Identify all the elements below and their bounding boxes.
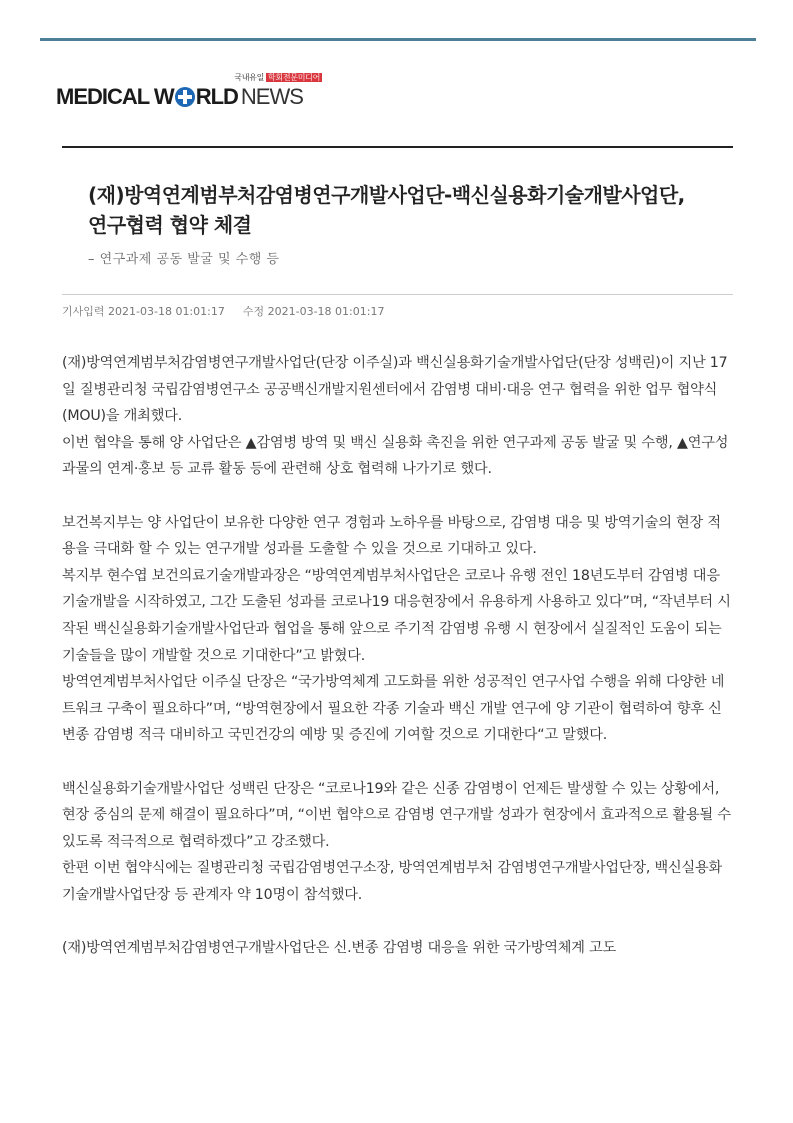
modified-date: 2021-03-18 01:01:17 xyxy=(267,305,385,318)
article-paragraph: 한편 이번 협약식에는 질병관리청 국립감염병연구소장, 방역연계범부처 감염병연구개발사업단장, 백신실용화기술개발사업단장 등 관계자 약 10명이 참석했다. xyxy=(62,860,723,903)
published-label: 기사입력 xyxy=(62,305,105,318)
logo-part-3: NEWS xyxy=(240,84,303,109)
article-title: (재)방역연계범부처감염병연구개발사업단-백신실용화기술개발사업단, 연구협력 협약 체결 xyxy=(88,183,685,237)
logo-wordmark xyxy=(56,84,303,110)
paragraph-spacer xyxy=(62,749,733,776)
logo-badge: 학회전문미디어 xyxy=(268,73,320,82)
article-paragraph: 이번 협약을 통해 양 사업단은 ▲감염병 방역 및 백신 실용화 촉진을 위한 연구과제 공동 발굴 및 수행, ▲연구성과물의 연계·홍보 등 교류 활동 등에 관련해 상호 협력해 나가기로 했다. xyxy=(62,434,729,478)
site-logo[interactable] xyxy=(56,72,326,112)
article-body xyxy=(62,350,733,962)
article-paragraph: (재)방역연계범부처감염병연구개발사업단은 신.변종 감염병 대응을 위한 국가방역체계 고도 xyxy=(62,940,617,957)
paragraph-spacer xyxy=(62,908,733,935)
logo-tagline-text: 국내유일 xyxy=(234,73,264,82)
modified-label: 수정 xyxy=(242,305,265,318)
article-paragraph: 보건복지부는 양 사업단이 보유한 다양한 연구 경험과 노하우를 바탕으로, 감염병 대응 및 방역기술의 현장 적용을 극대화 할 수 있는 연구개발 성과를 도출할 수 있을 것으로 기대하고 있다. xyxy=(62,514,721,558)
article-paragraph: (재)방역연계범부처감염병연구개발사업단(단장 이주실)과 백신실용화기술개발사업단(단장 성백린)이 지난 17일 질병관리청 국립감염병연구소 공공백신개발지원센터에서 감염병 대비·대응 연구 협력을 위한 업무 협약식(MOU)을 개최했다. xyxy=(62,355,728,425)
header-divider xyxy=(62,146,733,148)
paragraph-spacer xyxy=(62,483,733,510)
top-divider xyxy=(40,38,756,41)
logo-part-1: MEDICAL W xyxy=(56,84,174,109)
meta-divider xyxy=(62,294,733,295)
article-paragraph: 백신실용화기술개발사업단 성백린 단장은 “코로나19와 같은 신종 감염병이 언제든 발생할 수 있는 상황에서, 현장 중심의 문제 해결이 필요하다”며, “이번 협약으로 감염병 연구개발 성과가 현장에서 효과적으로 활용될 수 있도록 적극적으로 협력하겠다”고 강조했다. xyxy=(62,780,731,850)
medical-cross-icon xyxy=(175,87,195,107)
logo-part-2: RLD xyxy=(195,84,238,109)
article-meta xyxy=(62,303,384,319)
article-subtitle: – 연구과제 공동 발굴 및 수행 등 xyxy=(88,252,280,267)
article-paragraph: 방역연계범부처사업단 이주실 단장은 “국가방역체계 고도화를 위한 성공적인 연구사업 수행을 위해 다양한 네트워크 구축이 필요하다”며, “방역현장에서 필요한 각종 기술과 백신 개발 연구에 양 기관이 협력하여 향후 신변종 감염병 적극 대비하고 국민건강의 예방 및 증진에 기여할 것으로 기대한다“고 말했다. xyxy=(62,674,725,744)
logo-tagline xyxy=(234,72,322,83)
published-date: 2021-03-18 01:01:17 xyxy=(108,305,225,318)
article-paragraph: 복지부 현수엽 보건의료기술개발과장은 “방역연계범부처사업단은 코로나 유행 전인 18년도부터 감염병 대응기술개발을 시작하였고, 그간 도출된 성과를 코로나19 대응현장에서 유용하게 사용하고 있다”며, “작년부터 시작된 백신실용화기술개발사업단과 협업을 통해 앞으로 주기적 감염병 유행 시 현장에서 실질적인 도움이 되는 기술들을 많이 개발할 것으로 기대한다”고 밝혔다. xyxy=(62,567,731,664)
